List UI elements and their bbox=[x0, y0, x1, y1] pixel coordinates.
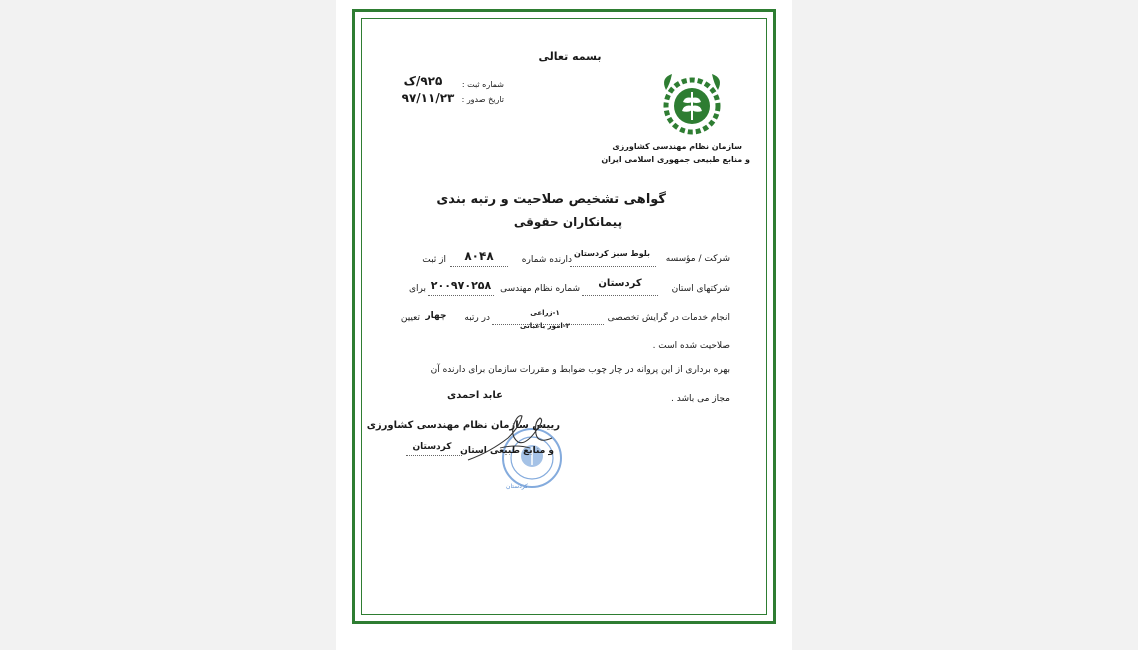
registered-label: از ثبت bbox=[422, 255, 446, 265]
services-label: انجام خدمات در گرایش تخصصی bbox=[607, 313, 730, 323]
determined-label: تعیین bbox=[400, 313, 420, 323]
company-label: شرکت / مؤسسه bbox=[665, 254, 730, 264]
signature-province: کردستان bbox=[412, 442, 452, 452]
specialty-1: ۱-زراعی bbox=[530, 309, 560, 317]
signer-name: عابد احمدی bbox=[447, 390, 503, 401]
holder-number-dots bbox=[450, 266, 508, 267]
invocation-text: بسمه تعالی bbox=[538, 50, 602, 63]
agricultural-engineering-logo-icon bbox=[652, 70, 732, 138]
certificate-subtitle: پیمانکاران حقوقی bbox=[513, 215, 623, 229]
engineering-number-label: شماره نظام مهندسی bbox=[500, 284, 580, 294]
signer-title-line2: و منابع طبیعی استان bbox=[460, 446, 554, 456]
engineering-number-dots bbox=[428, 295, 494, 296]
handwritten-signature bbox=[460, 408, 570, 468]
holder-number-label: دارنده شماره bbox=[521, 255, 572, 265]
rank-value: چهار bbox=[425, 311, 447, 321]
qualified-sentence: صلاحیت شده است . bbox=[652, 341, 730, 351]
holder-number-value: ۸۰۴۸ bbox=[464, 249, 494, 263]
org-name-line2: و منابع طبیعی جمهوری اسلامی ایران bbox=[601, 155, 750, 164]
for-label: برای bbox=[408, 284, 426, 294]
org-name-line1: سازمان نظام مهندسی کشاورزی bbox=[612, 142, 742, 151]
issue-date-value: ۹۷/۱۱/۲۳ bbox=[401, 91, 455, 105]
province-value: کردستان bbox=[598, 278, 642, 289]
company-value: بلوط سبز کردستان bbox=[574, 249, 650, 258]
certificate-title: گواهی تشخیص صلاحیت و رتبه بندی bbox=[436, 192, 666, 207]
company-dots bbox=[570, 266, 656, 267]
reg-number-label: شماره ثبت : bbox=[461, 80, 504, 89]
usage-sentence: بهره برداری از این پروانه در چار چوب ضوابط و مقررات سازمان برای دارنده آن bbox=[430, 365, 730, 375]
seal-text: کردستان bbox=[506, 483, 528, 490]
issue-date-label: تاریخ صدور : bbox=[461, 95, 504, 104]
in-rank-label: در رتبه bbox=[464, 313, 490, 323]
province-dots bbox=[582, 295, 658, 296]
reg-number-value: ۹۲۵/ک bbox=[403, 74, 443, 88]
province-companies-label: شرکتهای استان bbox=[671, 284, 730, 294]
signer-title-line1: رییس سازمان نظام مهندسی کشاورزی bbox=[366, 420, 560, 431]
specialty-2: ۲-امور باغبانی bbox=[519, 322, 570, 330]
allowed-sentence: مجاز می باشد . bbox=[671, 394, 730, 404]
signature-province-dots bbox=[406, 455, 462, 456]
engineering-number-value: ۲۰۰۹۷۰۲۵۸ bbox=[430, 279, 492, 292]
